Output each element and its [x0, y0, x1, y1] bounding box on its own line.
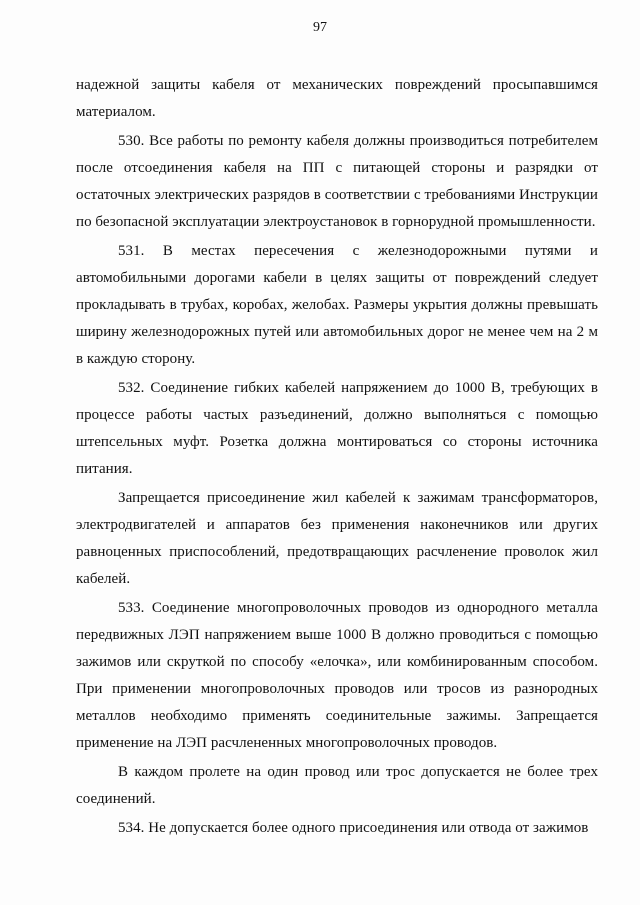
paragraph-533: 533. Соединение многопроволочных проводов из однородного металла передвижных ЛЭП напряжением выше 1000 В должно проводиться с помощью зажимов или скруткой по способу «елочка», или комбинированным способом. При применении многопроволочных проводов или тросов из разнородных металлов необходимо применять соединительные зажимы. Запрещается применение на ЛЭП расчлененных многопроволочных проводов. — [76, 600, 598, 751]
paragraph-533-span-limit: В каждом пролете на один провод или трос допускается не более трех соединений. — [76, 764, 598, 807]
page-number: 97 — [313, 20, 327, 35]
paragraph-531: 531. В местах пересечения с железнодорожными путями и автомобильными дорогами кабели в целях защиты от повреждений следует прокладывать в трубах, коробах, желобах. Размеры укрытия должны превышать ширину железнодорожных путей или автомобильных дорог не менее чем на 2 м в каждую сторону. — [76, 243, 598, 367]
paragraph-continuation: надежной защиты кабеля от механических повреждений просыпавшимся материалом. — [76, 77, 598, 120]
paragraph-534: 534. Не допускается более одного присоединения или отвода от зажимов — [118, 820, 589, 836]
paragraph-532-prohibition: Запрещается присоединение жил кабелей к зажимам трансформаторов, электродвигателей и аппаратов без применения наконечников или других равноценных приспособлений, предотвращающих расчленение проволок жил кабелей. — [76, 490, 598, 587]
paragraph-532: 532. Соединение гибких кабелей напряжением до 1000 В, требующих в процессе работы частых разъединений, должно выполняться с помощью штепсельных муфт. Розетка должна монтироваться со стороны источника питания. — [76, 380, 598, 477]
document-body — [76, 72, 598, 844]
paragraph-530: 530. Все работы по ремонту кабеля должны производиться потребителем после отсоединения кабеля на ПП с питающей стороны и разрядки от остаточных электрических разрядов в соответствии с требованиями Инструкции по безопасной эксплуатации электроустановок в горнорудной промышленности. — [76, 133, 598, 230]
